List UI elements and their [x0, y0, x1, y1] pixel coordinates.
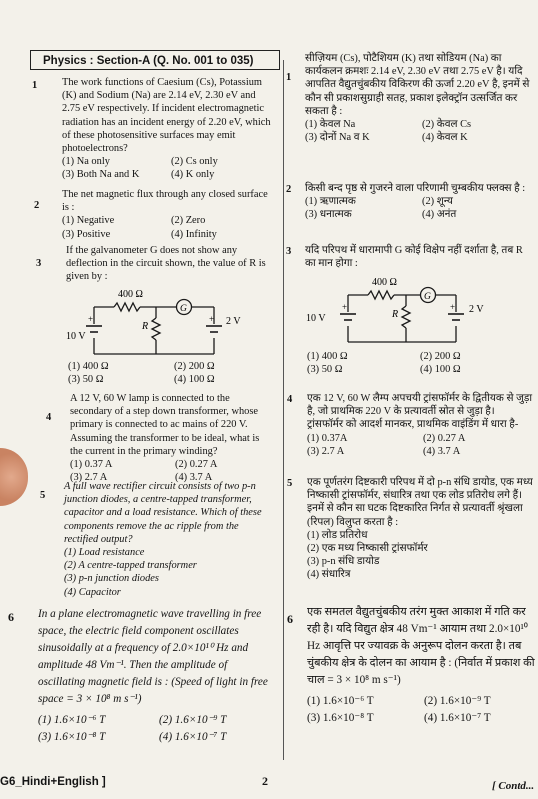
question-text: सीज़ियम (Cs), पोटैशियम (K) तथा सोडियम (Na) का कार्यकलन क्रमशः 2.14 eV, 2.30 eV तथा 2.75 eV है। यदि आपतित वैद्युतचुंबकीय विकिरण की ऊर्जा 2.20 eV है, इनमें से कौन सी प्रकाशसुग्राही सतह, प्रकाश इलेक्ट्रॉन उत्सर्जित कर सकता है : — [305, 53, 530, 117]
question-text: The net magnetic flux through any closed surface is : — [62, 189, 268, 214]
page-number: 2 — [262, 774, 268, 788]
option[interactable]: (4) 3.7 A — [175, 472, 213, 484]
question-text: The work functions of Caesium (Cs), Potassium (K) and Sodium (Na) are 2.14 eV, 2.30 eV and 2.75 eV respectively. If incident electromagnetic radiation has an incident energy of 2.20 eV, which of these photosensitive surfaces may emit photoelectrons? — [62, 77, 271, 155]
option[interactable]: (2) 200 Ω — [174, 361, 215, 372]
option[interactable]: (2) 1.6×10⁻⁹ T — [159, 714, 227, 726]
question-text: एक पूर्णतरंग दिष्टकारी परिपथ में दो p-n संधि डायोड, एक मध्य निष्कासी ट्रांसफॉर्मर, संधारित्र तथा एक लोड प्रतिरोध लगे हैं। इनमें से कौन सा घटक दिष्टकारित निर्गत से प्रत्यावर्ती श्रृंखला (रिपल) विलुप्त करता है : — [307, 477, 533, 528]
column-divider — [283, 60, 284, 760]
option[interactable]: (2) 1.6×10⁻⁹ T — [424, 695, 491, 707]
question-number: 2 — [34, 200, 40, 211]
galvanometer-label: G — [424, 292, 431, 302]
question-number: 4 — [287, 394, 293, 405]
option[interactable]: (2) एक मध्य निष्कासी ट्रांसफॉर्मर — [307, 543, 428, 555]
option[interactable]: (2) शून्य — [422, 196, 453, 208]
options-grid — [68, 360, 274, 386]
question-number: 1 — [286, 72, 292, 83]
plus-sign: + — [209, 314, 215, 324]
question-text: एक 12 V, 60 W लैम्प अपचयी ट्रांसफॉर्मर के द्वितीयक से जुड़ा है, जो प्राथमिक 220 V के प्रत्यावर्ती स्रोत से जुड़ा है। ट्रांसफॉर्मर को आदर्श मानकर, प्राथमिक वाइंडिंग में धारा है- — [307, 393, 533, 431]
option[interactable]: (3) 1.6×10⁻⁸ T — [38, 731, 106, 743]
option[interactable]: (3) धनात्मक — [305, 209, 352, 221]
resistor-r-label: R — [392, 309, 399, 320]
resistor-top-label: 400 Ω — [372, 277, 397, 288]
finger-photo-artifact — [0, 448, 28, 506]
option[interactable]: (2) 0.27 A — [175, 459, 218, 471]
circuit-diagram — [306, 270, 516, 350]
options-grid — [305, 195, 533, 221]
question-text: किसी बन्द पृष्ठ से गुजरने वाला परिणामी चुम्बकीय फ्लक्स है : — [305, 183, 526, 194]
option[interactable]: (4) 1.6×10⁻⁷ T — [159, 731, 227, 743]
option[interactable]: (4) Infinity — [171, 228, 217, 240]
option[interactable]: (2) 0.27 A — [423, 432, 466, 444]
question-number: 5 — [287, 478, 293, 489]
option[interactable]: (4) संधारित्र — [307, 569, 351, 581]
continued-label: [ Contd... — [492, 780, 535, 792]
question-number: 3 — [286, 246, 292, 257]
question-number: 6 — [8, 610, 14, 624]
question-text: A full wave rectifier circuit consists of two p-n junction diodes, a centre-tapped transformer, capacitor and a load resistance. Which of these components remove the ac ripple from the rectified output? — [64, 481, 262, 545]
options-grid — [38, 712, 274, 746]
option[interactable]: (2) Cs only — [171, 156, 218, 168]
section-header: Physics : Section-A (Q. No. 001 to 035) — [30, 50, 280, 70]
options-grid — [307, 432, 533, 458]
question-number: 4 — [46, 412, 52, 423]
option[interactable]: (2) 200 Ω — [420, 351, 461, 362]
question-text: एक समतल वैद्युतचुंबकीय तरंग मुक्त आकाश में गति कर रही है। यदि विद्युत क्षेत्र 48 Vm⁻¹ आयाम तथा 2.0×10¹⁰ Hz आवृत्ति पर ज्यावक्र के अनुरूप दोलन करता है। तब चुंबकीय क्षेत्र के दोलन का आयाम है : (निर्वात में प्रकाश की चाल = 3 × 10⁸ m s⁻¹) — [307, 606, 535, 686]
option[interactable]: (3) दोनों Na व K — [305, 132, 370, 144]
option[interactable]: (3) Positive — [62, 228, 111, 240]
option[interactable]: (3) p-n junction diodes — [64, 573, 159, 585]
option[interactable]: (2) Zero — [171, 215, 206, 227]
option[interactable]: (4) K only — [171, 169, 215, 181]
option[interactable]: (2) केवल Cs — [422, 119, 472, 131]
question-number: 6 — [287, 612, 293, 626]
resistor-top-label: 400 Ω — [118, 289, 143, 300]
option[interactable]: (1) Na only — [62, 156, 110, 168]
options-grid — [62, 155, 274, 181]
options-grid — [307, 350, 527, 376]
option[interactable]: (1) 400 Ω — [68, 361, 109, 372]
option[interactable]: (3) 2.7 A — [307, 445, 345, 457]
option[interactable]: (3) 1.6×10⁻⁸ T — [307, 712, 374, 724]
question-text: A 12 V, 60 W lamp is connected to the secondary of a step down transformer, whose primary is connected to ac mains of 220 V. Assuming the transformer to be ideal, what is the current in the primary winding? — [70, 393, 260, 457]
option[interactable]: (4) Capacitor — [64, 586, 121, 598]
option[interactable]: (1) 0.37A — [307, 432, 348, 444]
question-text: If the galvanometer G does not show any deflection in the circuit shown, the value of R is given by : — [66, 245, 266, 283]
options-grid — [62, 214, 274, 240]
option[interactable]: (1) केवल Na — [305, 119, 356, 131]
battery-right-label: 2 V — [226, 316, 241, 327]
option[interactable]: (4) 100 Ω — [174, 374, 215, 386]
option[interactable]: (1) ऋणात्मक — [305, 196, 356, 208]
question-text: यदि परिपथ में धारामापी G कोई विक्षेप नहीं दर्शाता है, तब R का मान होगा : — [305, 245, 523, 270]
option[interactable]: (1) 1.6×10⁻⁶ T — [38, 714, 106, 726]
option[interactable]: (4) 1.6×10⁻⁷ T — [424, 712, 491, 724]
resistor-r-label: R — [142, 321, 149, 332]
option[interactable]: (1) 400 Ω — [307, 351, 348, 362]
options-grid — [307, 693, 535, 727]
option[interactable]: (2) A centre-tapped transformer — [64, 560, 197, 572]
option[interactable]: (3) p-n संधि डायोड — [307, 556, 380, 568]
circuit-diagram — [66, 282, 276, 362]
question-number: 3 — [36, 258, 42, 269]
option[interactable]: (1) 0.37 A — [70, 459, 113, 471]
question-number: 5 — [40, 490, 46, 501]
battery-left-label: 10 V — [66, 331, 86, 342]
option[interactable]: (3) Both Na and K — [62, 169, 140, 181]
option[interactable]: (1) Negative — [62, 215, 115, 227]
option[interactable]: (4) 100 Ω — [420, 364, 461, 376]
footer-code: G6_Hindi+English ] — [0, 776, 106, 788]
option[interactable]: (4) अनंत — [422, 209, 457, 221]
option[interactable]: (3) 2.7 A — [70, 472, 108, 484]
plus-sign: + — [342, 302, 348, 312]
option[interactable]: (3) 50 Ω — [307, 364, 343, 376]
option[interactable]: (3) 50 Ω — [68, 374, 104, 386]
battery-right-label: 2 V — [469, 304, 484, 315]
option[interactable]: (4) 3.7 A — [423, 445, 461, 457]
option[interactable]: (4) केवल K — [422, 132, 468, 144]
option[interactable]: (1) लोड प्रतिरोध — [307, 529, 368, 541]
battery-left-label: 10 V — [306, 313, 326, 324]
question-number: 2 — [286, 184, 292, 195]
galvanometer-label: G — [180, 304, 187, 314]
plus-sign: + — [88, 314, 94, 324]
question-text: In a plane electromagnetic wave travelling in free space, the electric field component oscillates sinusoidally at a frequency of 2.0×10¹⁰ Hz and amplitude 48 Vm⁻¹. Then the amplitude of oscillating magnetic field is : (Speed of light in free space = 3 × 10⁸ m s⁻¹) — [38, 608, 268, 705]
option[interactable]: (1) 1.6×10⁻⁶ T — [307, 695, 374, 707]
plus-sign: + — [450, 302, 456, 312]
option[interactable]: (1) Load resistance — [64, 547, 145, 559]
options-grid — [305, 118, 533, 144]
question-number: 1 — [32, 80, 38, 91]
